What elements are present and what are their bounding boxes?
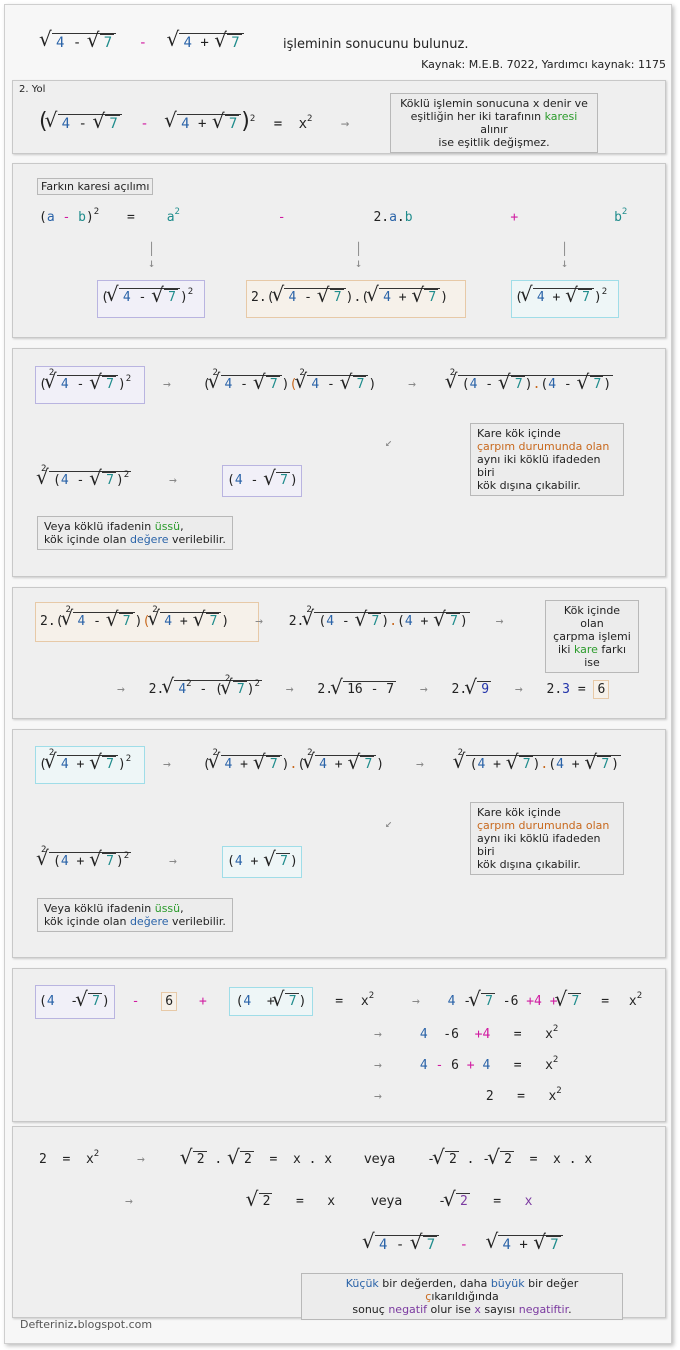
- product-note: Kök içinde olan çarpma işlemi iki kare farkı ise: [545, 600, 639, 673]
- diag-arrow-2: ↙: [385, 816, 393, 830]
- down-arrow-3: │ ↓: [561, 242, 569, 270]
- summary-row-2: → 4 $-6 +4 = x^2$: [374, 1024, 559, 1042]
- plus-result: (4 + √ 7 ): [227, 853, 298, 869]
- summary-row-3: → $4 - 6 + 4 = x^2$: [374, 1055, 559, 1073]
- final-row-1: $2 = x^2$ → √ 2 . √ 2 = x . x veya -√ 2 . -√ 2 = x . x: [39, 1151, 592, 1167]
- summary-row-1: (4 -√ 7 ) - 6 + (4 +√ 7 ) = $x^2 \to 4$ -√ 7 -6 +4 +√ $7 = x^2$: [39, 993, 642, 1009]
- question-expression: √ 4 - √ 7 - √ 4 + √ 7: [42, 33, 244, 51]
- plus-row-2: √ 2 (4 + √ 7 )$^2$ →: [39, 852, 207, 869]
- method-panel: [12, 80, 666, 154]
- final-expression: √ 4 - √ 7 - √ 4 + √ 7: [365, 1235, 563, 1253]
- term-b: (√ 4 + √ 7 )$^2$: [515, 288, 607, 305]
- plus-square-panel: [12, 729, 666, 958]
- product-result: 6: [593, 680, 609, 699]
- summary-panel: [12, 968, 666, 1122]
- expansion-title: Farkın karesi açılımı: [37, 178, 153, 195]
- expansion-panel: [12, 163, 666, 338]
- summary-row-4: → $2 = x^2$: [374, 1086, 562, 1104]
- minus-result: (4 - √ 7 ): [227, 472, 298, 488]
- method-label: 2. Yol: [19, 84, 46, 95]
- product-row-1: 2.( √ 2 4 - √ 7 )( √ 2 4 + √ 7 ) → 2. √ 2 (4 - √ 7 ).(4 + √ 7 ) →: [40, 612, 503, 629]
- minus-note-2: Veya köklü ifadenin üssü, kök içinde olan değere verilebilir.: [37, 516, 233, 550]
- minus-square-panel: [12, 348, 666, 577]
- plus-row-1: ( √ 2 4 + √ 7 )$^2$ → ( √ 2 4 + √ 7 ).( √ 2 4 + √ 7 ) → √ 2 (4 + √ 7 ).(4 + √ 7 ): [39, 755, 621, 772]
- term-a: (√ 4 - √ 7 )$^2$: [101, 288, 193, 305]
- question-text: işleminin sonucunu bulunuz.: [283, 37, 469, 52]
- down-arrow-2: │ ↓: [355, 242, 363, 270]
- minus-row-2: √ 2 (4 - √ 7 )$^2$ →: [39, 471, 207, 488]
- plus-note-2: Veya köklü ifadenin üssü, kök içinde olan değere verilebilir.: [37, 898, 233, 932]
- product-row-2: → 2.√ $4^2$ - ( √ 2 7 )$^2$ → 2.√ 16 - 7 → 2.√ 9 → 2.3 = 6: [117, 680, 609, 697]
- footer-brand: Defteriniz.blogspot.com: [20, 1318, 153, 1331]
- minus-note: Kare kök içinde çarpım durumunda olan aynı iki köklü ifadeden biri kök dışına çıkabilir.: [470, 423, 624, 496]
- final-panel: [12, 1126, 666, 1318]
- down-arrow-1: │ ↓: [148, 242, 156, 270]
- diag-arrow-1: ↙: [385, 435, 393, 449]
- term-ab: 2.(√ 4 - √ 7 ).(√ 4 + √ 7 ): [251, 288, 448, 305]
- source-text: Kaynak: M.E.B. 7022, Yardımcı kaynak: 1175: [421, 58, 666, 71]
- squared-equation: (√ 4 - √ 7 - √ 4 + √ 7 )$^2 = x^2$ →: [39, 109, 349, 134]
- plus-note: Kare kök içinde çarpım durumunda olan aynı iki köklü ifadeden biri kök dışına çıkabilir.: [470, 802, 624, 875]
- minus-row-1: ( √ 2 4 - √ 7 )$^2$ → ( √ 2 4 - √ 7 )( √ 2 4 - √ 7 ) → √ 2 (4 - √ 7 ).(4 - √ 7 ): [39, 375, 613, 392]
- method-note: Köklü işlemin sonucuna x denir ve eşitliğin her iki tarafının karesi alınır ise eşitlik değişmez.: [390, 93, 598, 153]
- product-panel: [12, 587, 666, 719]
- final-note: Küçük bir değerden, daha büyük bir değer çıkarıldığında sonuç negatif olur ise x sayısı negatiftir.: [301, 1273, 623, 1320]
- final-row-2: → √ 2 = x veya -√ 2 = x: [125, 1193, 532, 1209]
- expansion-formula: $(a - b)^2 = a^2 - 2.a.b + b^2$: [39, 207, 628, 225]
